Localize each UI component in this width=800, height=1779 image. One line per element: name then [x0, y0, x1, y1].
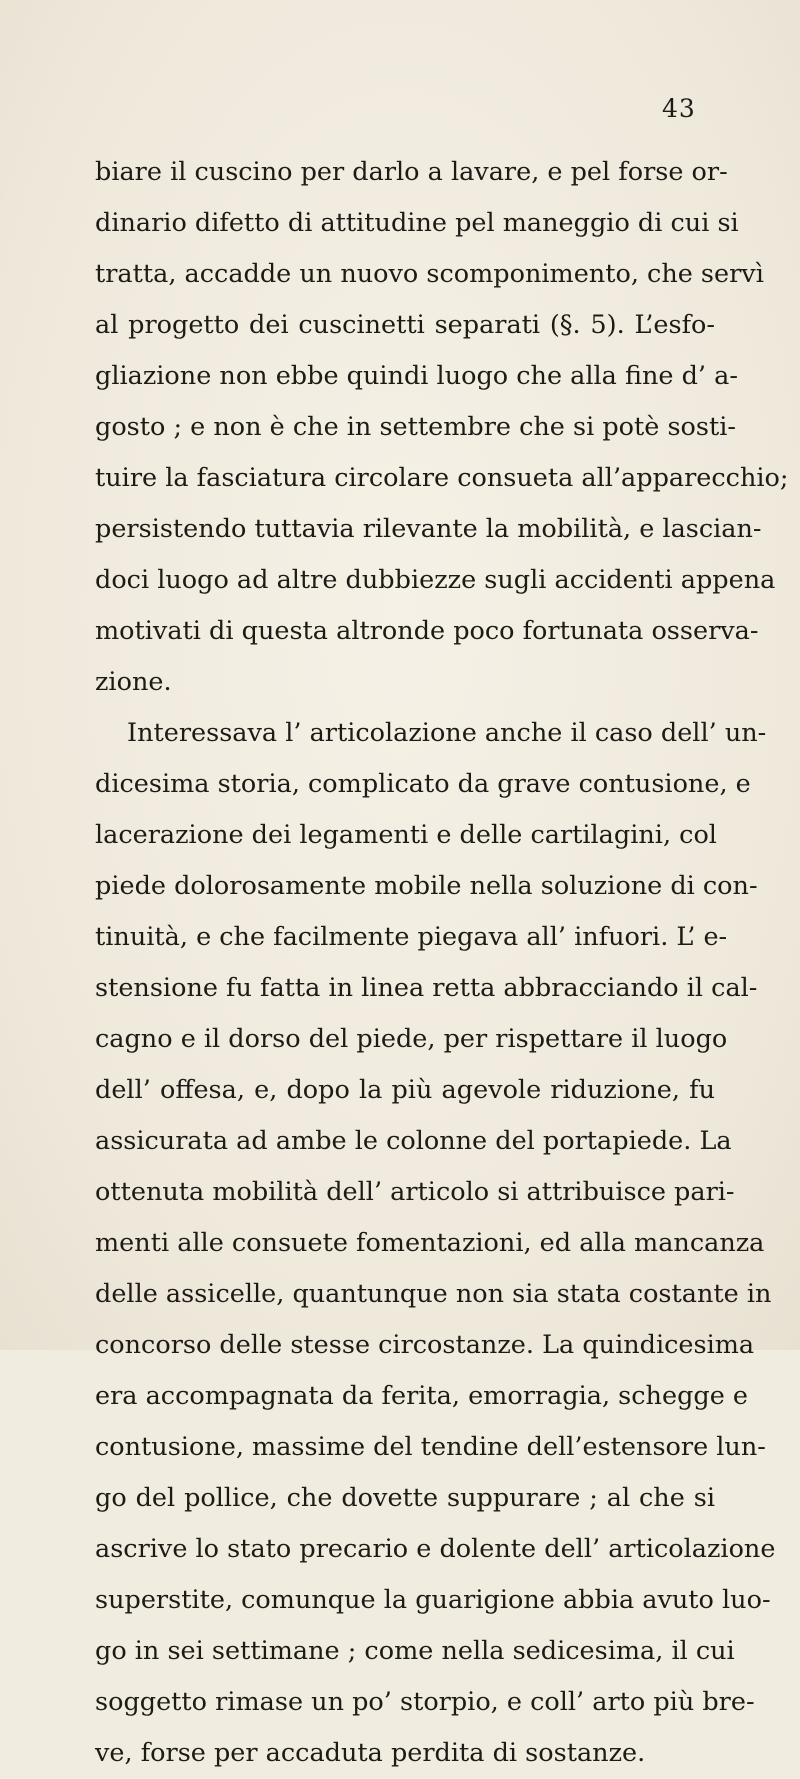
text-line: cagno e il dorso del piede, per rispettare il luogo: [95, 1024, 728, 1054]
text-line: soggetto rimase un po’ storpio, e coll’ arto più bre-: [95, 1687, 755, 1717]
text-line: contusione, massime del tendine dell’estensore lun-: [95, 1432, 766, 1462]
text-line: ottenuta mobilità dell’ articolo si attribuisce pari-: [95, 1177, 735, 1207]
text-line: lacerazione dei legamenti e delle cartilagini, col: [95, 820, 717, 850]
text-line: piede dolorosamente mobile nella soluzione di con-: [95, 871, 758, 901]
text-line: go del pollice, che dovette suppurare ; al che si: [95, 1483, 715, 1513]
text-line: go in sei settimane ; come nella sedicesima, il cui: [95, 1636, 735, 1666]
text-line: ascrive lo stato precario e dolente dell’ articolazione: [95, 1534, 776, 1564]
text-line: stensione fu fatta in linea retta abbracciando il cal-: [95, 973, 758, 1003]
text-line: dinario difetto di attitudine pel maneggio di cui si: [95, 208, 739, 238]
text-line: superstite, comunque la guarigione abbia avuto luo-: [95, 1585, 771, 1615]
text-line: dell’ offesa, e, dopo la più agevole riduzione, fu: [95, 1075, 715, 1105]
text-line: delle assicelle, quantunque non sia stata costante in: [95, 1279, 772, 1309]
text-line: concorso delle stesse circostanze. La quindicesima: [95, 1330, 755, 1360]
text-line: tuire la fasciatura circolare consueta all’apparecchio;: [95, 463, 789, 493]
text-line: biare il cuscino per darlo a lavare, e pel forse or-: [95, 157, 728, 187]
text-line: menti alle consuete fomentazioni, ed alla mancanza: [95, 1228, 765, 1258]
text-line: Interessava l’ articolazione anche il caso dell’ un-: [127, 718, 767, 748]
text-line: tratta, accadde un nuovo scomponimento, che servì: [95, 259, 764, 289]
text-line: ve, forse per accaduta perdita di sostanze.: [95, 1738, 646, 1768]
text-line: assicurata ad ambe le colonne del portapiede. La: [95, 1126, 732, 1156]
text-line: doci luogo ad altre dubbiezze sugli accidenti appena: [95, 565, 776, 595]
text-line: gosto ; e non è che in settembre che si potè sosti-: [95, 412, 737, 442]
text-line: persistendo tuttavia rilevante la mobilità, e lascian-: [95, 514, 762, 544]
text-line: motivati di questa altronde poco fortunata osserva-: [95, 616, 759, 646]
text-line: era accompagnata da ferita, emorragia, schegge e: [95, 1381, 749, 1411]
page-number: 43: [662, 94, 696, 123]
text-line: dicesima storia, complicato da grave contusione, e: [95, 769, 751, 799]
text-line: al progetto dei cuscinetti separati (§. 5). L’esfo-: [95, 310, 715, 340]
text-line: gliazione non ebbe quindi luogo che alla fine d’ a-: [95, 361, 738, 391]
body-text: [95, 147, 789, 1779]
text-line: tinuità, e che facilmente piegava all’ infuori. L’ e-: [95, 922, 728, 952]
text-line: zione.: [95, 667, 172, 697]
